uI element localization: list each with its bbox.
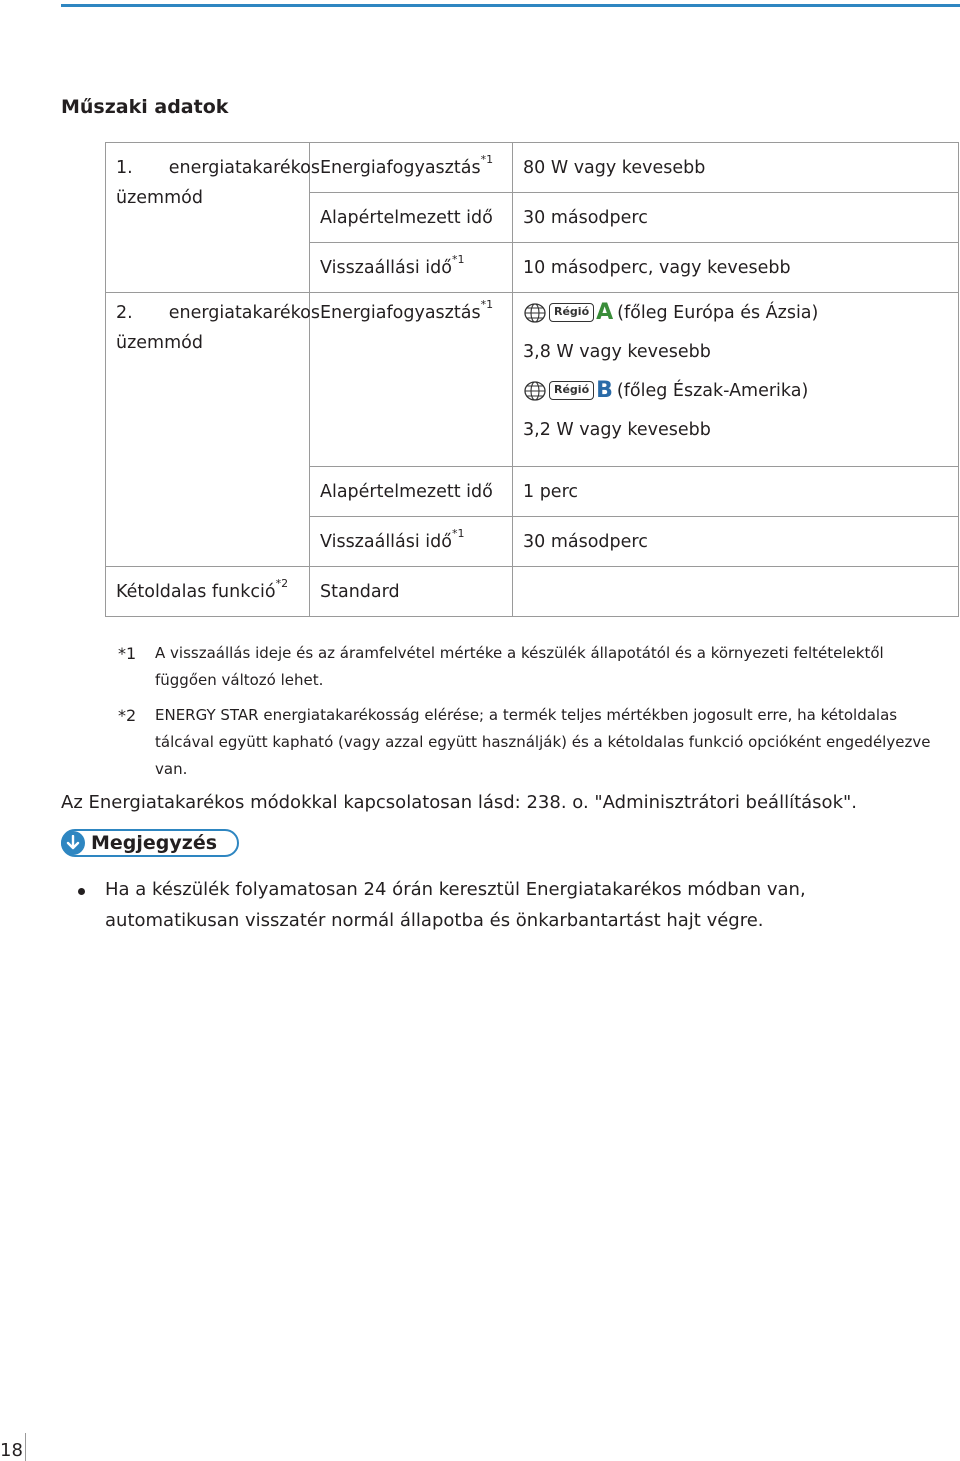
- footnote: [118, 640, 938, 694]
- region-a-value: 3,8 W vagy kevesebb: [523, 341, 711, 362]
- bullet-text: Ha a készülék folyamatosan 24 órán keresztül Energiatakarékos módban van, automatikusan visszatér normál állapotba és önkarbantartást hajt végre.: [105, 879, 806, 931]
- region-b-text: (főleg Észak-Amerika): [616, 380, 809, 401]
- param-cell: Visszaállási idő$^{*1}$: [310, 517, 513, 567]
- value-cell: 30 másodperc: [513, 517, 959, 567]
- param-cell: Alapértelmezett idő: [310, 193, 513, 243]
- mode1-label-b: üzemmód: [116, 188, 203, 208]
- top-rule: [61, 4, 960, 7]
- mode2-label-b: üzemmód: [116, 333, 203, 353]
- footnote-text: ENERGY STAR energiatakarékosság elérése; a termék teljes mértékben jogosult erre, ha kétoldalas tálcával együtt kapható (vagy azzal együtt használják) és a kétoldalas funkció opcióként engedélyezve van.: [155, 706, 931, 778]
- table-row: [106, 143, 959, 193]
- region-a-letter: A: [596, 299, 614, 325]
- param-cell: Visszaállási idő$^{*1}$: [310, 243, 513, 293]
- mode2-number: 2.: [116, 303, 133, 323]
- footnotes: [118, 640, 938, 791]
- region-b-badge-label: Régió: [549, 381, 594, 400]
- region-a-line: [523, 293, 948, 332]
- value-cell: 1 perc: [513, 467, 959, 517]
- bullet-list: [78, 874, 938, 936]
- mode2-label: [106, 293, 320, 567]
- duplex-label: Kétoldalas funkció$^{*2}$: [106, 567, 310, 617]
- value-cell: [513, 293, 959, 467]
- globe-icon: [523, 381, 547, 401]
- note-heading: [61, 829, 239, 857]
- value-cell: 80 W vagy kevesebb: [513, 143, 959, 193]
- region-b-value: 3,2 W vagy kevesebb: [523, 419, 711, 440]
- footnote-mark: *2: [118, 706, 137, 725]
- region-b-badge: [523, 377, 613, 403]
- page-number: 18: [0, 1440, 23, 1461]
- param-cell: Energiafogyasztás$^{*1}$: [310, 293, 513, 467]
- region-a-badge: [523, 299, 614, 325]
- reference-link[interactable]: Az Energiatakarékos módokkal kapcsolatosan lásd: 238. o. "Adminisztrátori beállítások".: [61, 792, 857, 813]
- table-row: [106, 567, 959, 617]
- footnote-mark: *1: [118, 644, 137, 663]
- value-cell: 30 másodperc: [513, 193, 959, 243]
- spec-table: [105, 142, 959, 617]
- mode1-label-a: energiatakarékos: [168, 158, 320, 178]
- bullet-dot: [78, 874, 105, 936]
- region-b-line: [523, 371, 948, 410]
- region-a-text: (főleg Európa és Ázsia): [617, 302, 819, 323]
- page-rule: [25, 1433, 26, 1461]
- value-cell: [513, 567, 959, 617]
- globe-icon: [523, 303, 547, 323]
- list-item: [78, 874, 938, 936]
- table-row: [106, 293, 959, 467]
- note-title: Megjegyzés: [91, 832, 218, 854]
- region-b-letter: B: [596, 377, 613, 403]
- section-title: Műszaki adatok: [61, 96, 229, 118]
- footnote: [118, 702, 938, 783]
- footnote-text: A visszaállás ideje és az áramfelvétel mértéke a készülék állapotától és a környezeti feltételektől függően változó lehet.: [155, 644, 884, 689]
- param-cell: Energiafogyasztás$^{*1}$: [310, 143, 513, 193]
- region-a-badge-label: Régió: [549, 303, 594, 322]
- mode1-number: 1.: [116, 158, 133, 178]
- mode1-label: [106, 143, 320, 293]
- mode2-label-a: energiatakarékos: [168, 303, 320, 323]
- duplex-value: Standard: [310, 567, 513, 617]
- value-cell: 10 másodperc, vagy kevesebb: [513, 243, 959, 293]
- arrow-down-icon: [61, 831, 85, 855]
- param-cell: Alapértelmezett idő: [310, 467, 513, 517]
